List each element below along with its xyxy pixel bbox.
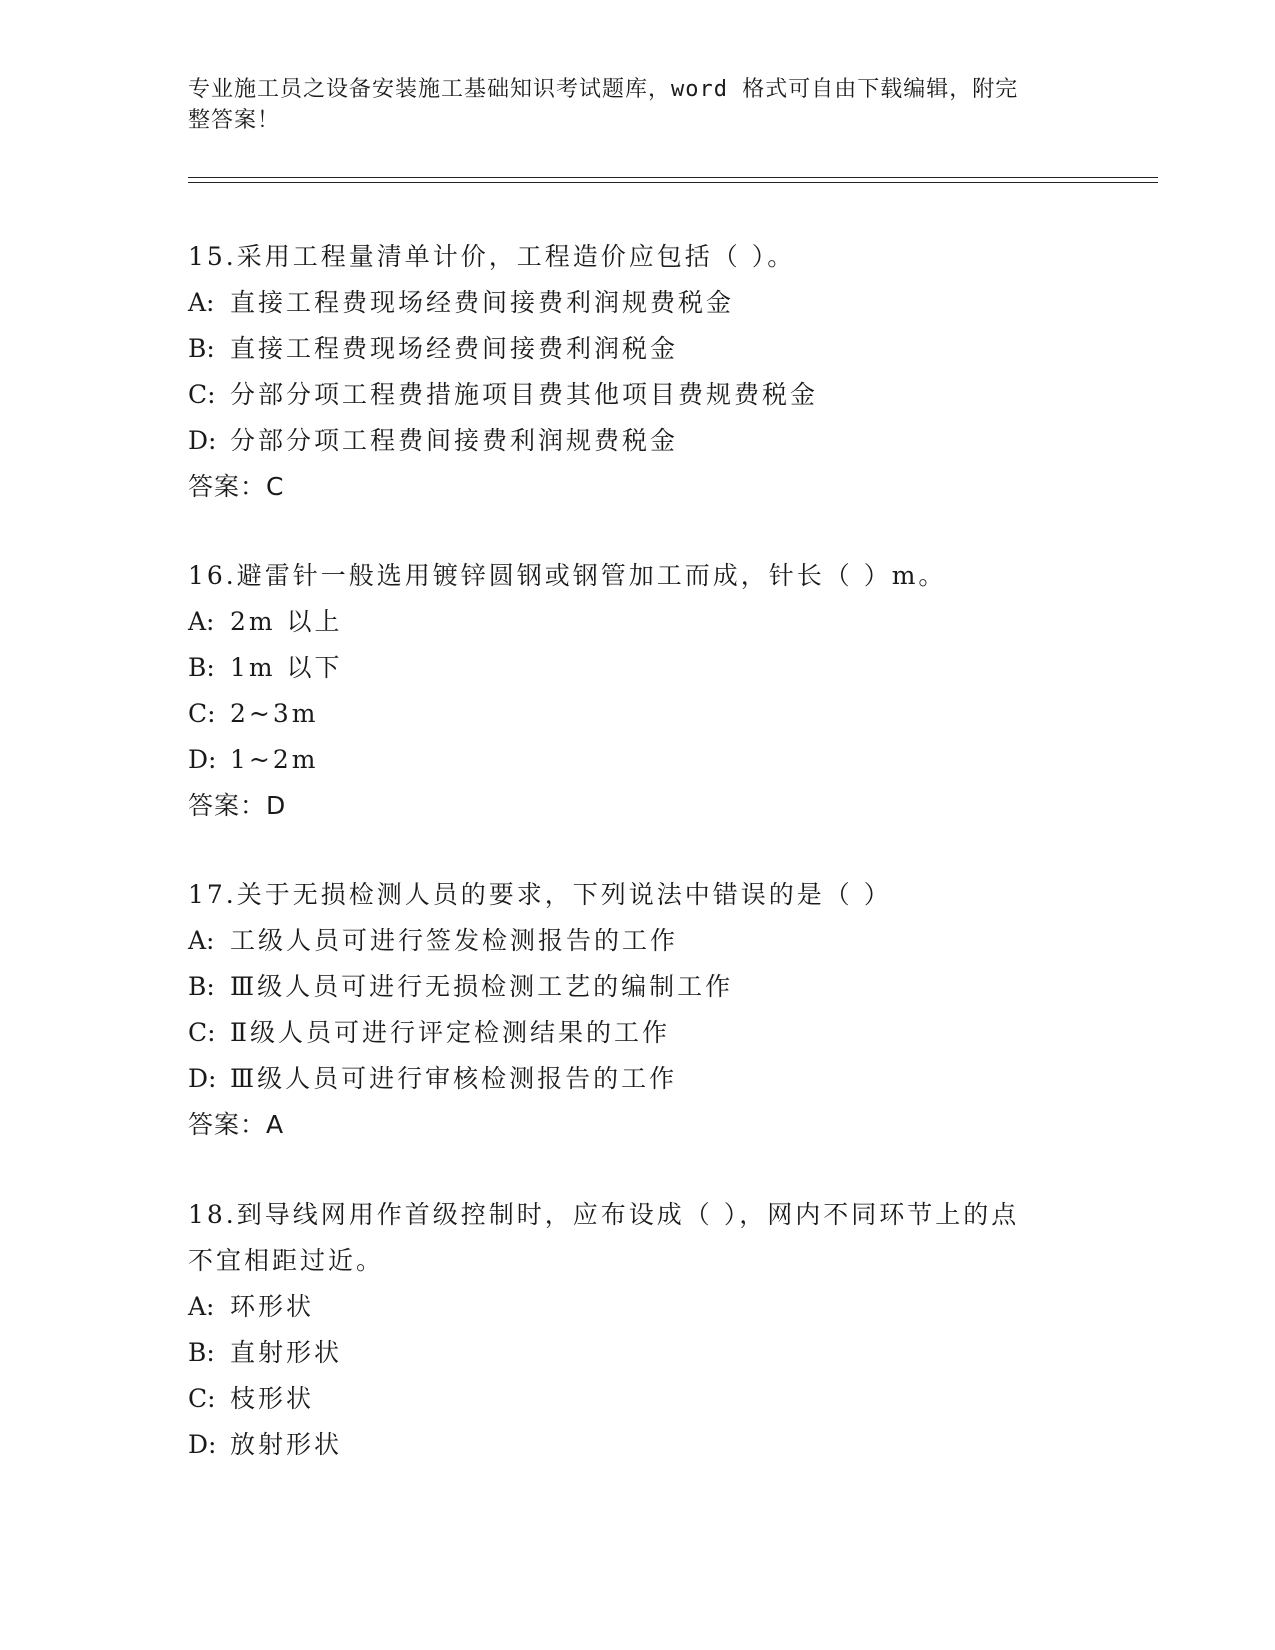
- option-label: A:: [188, 288, 215, 317]
- option-c: [188, 1010, 1088, 1056]
- option-label: B:: [188, 334, 215, 363]
- option-a: [188, 918, 1088, 964]
- option-text: 环形状: [230, 1292, 315, 1321]
- question-stem: 15.采用工程量清单计价，工程造价应包括（ ）。: [188, 242, 796, 271]
- option-text: 直接工程费现场经费间接费利润税金: [230, 334, 679, 363]
- option-text: 枝形状: [230, 1384, 315, 1413]
- answer: 答案：D: [188, 791, 287, 820]
- option-label: D:: [188, 745, 217, 774]
- option-text: 1m 以下: [230, 653, 343, 682]
- option-label: D:: [188, 426, 217, 455]
- question-stem: 17.关于无损检测人员的要求，下列说法中错误的是（ ）: [188, 880, 892, 909]
- option-text: 2~3m: [230, 699, 319, 728]
- option-text: Ⅱ级人员可进行评定检测结果的工作: [230, 1018, 670, 1047]
- option-c: [188, 1376, 1088, 1422]
- option-label: B:: [188, 1338, 215, 1367]
- option-text: 直射形状: [230, 1338, 343, 1367]
- option-text: Ⅲ级人员可进行无损检测工艺的编制工作: [230, 972, 734, 1001]
- question-stem-line-2: 不宜相距过近。: [188, 1246, 385, 1275]
- option-a: [188, 599, 1088, 645]
- option-d: [188, 737, 1088, 783]
- header-line-1: 专业施工员之设备安装施工基础知识考试题库，word 格式可自由下载编辑，附完: [188, 77, 1019, 102]
- option-b: [188, 645, 1088, 691]
- question-18: [188, 1192, 1088, 1468]
- option-d: [188, 1422, 1088, 1468]
- header-divider-top: [188, 177, 1158, 178]
- option-c: [188, 691, 1088, 737]
- option-label: B:: [188, 653, 215, 682]
- question-17: [188, 872, 1088, 1148]
- option-text: 2m 以上: [230, 607, 343, 636]
- option-b: [188, 964, 1088, 1010]
- option-label: C:: [188, 1384, 216, 1413]
- option-text: 分部分项工程费间接费利润规费税金: [230, 426, 679, 455]
- option-label: D:: [188, 1430, 217, 1459]
- option-text: 放射形状: [230, 1430, 343, 1459]
- option-b: [188, 326, 1088, 372]
- option-d: [188, 1056, 1088, 1102]
- option-label: C:: [188, 380, 216, 409]
- option-label: A:: [188, 1292, 215, 1321]
- answer: 答案：C: [188, 472, 285, 501]
- question-stem-line-1: 18.到导线网用作首级控制时，应布设成（ ），网内不同环节上的点: [188, 1200, 1020, 1229]
- option-text: 分部分项工程费措施项目费其他项目费规费税金: [230, 380, 819, 409]
- option-label: D:: [188, 1064, 217, 1093]
- question-stem: 16.避雷针一般选用镀锌圆钢或钢管加工而成，针长（ ）m。: [188, 561, 947, 590]
- option-label: B:: [188, 972, 215, 1001]
- question-15: [188, 234, 1088, 510]
- option-label: C:: [188, 699, 216, 728]
- header-divider-bottom: [188, 182, 1158, 183]
- answer: 答案：A: [188, 1110, 285, 1139]
- option-b: [188, 1330, 1088, 1376]
- document-header: [188, 74, 1088, 136]
- option-text: Ⅲ级人员可进行审核检测报告的工作: [230, 1064, 678, 1093]
- option-label: C:: [188, 1018, 216, 1047]
- option-text: 工级人员可进行签发检测报告的工作: [230, 926, 679, 955]
- option-label: A:: [188, 607, 215, 636]
- option-text: 直接工程费现场经费间接费利润规费税金: [230, 288, 735, 317]
- option-label: A:: [188, 926, 215, 955]
- option-a: [188, 280, 1088, 326]
- header-line-2: 整答案！: [188, 108, 281, 133]
- option-c: [188, 372, 1088, 418]
- option-text: 1~2m: [230, 745, 319, 774]
- option-a: [188, 1284, 1088, 1330]
- option-d: [188, 418, 1088, 464]
- question-16: [188, 553, 1088, 829]
